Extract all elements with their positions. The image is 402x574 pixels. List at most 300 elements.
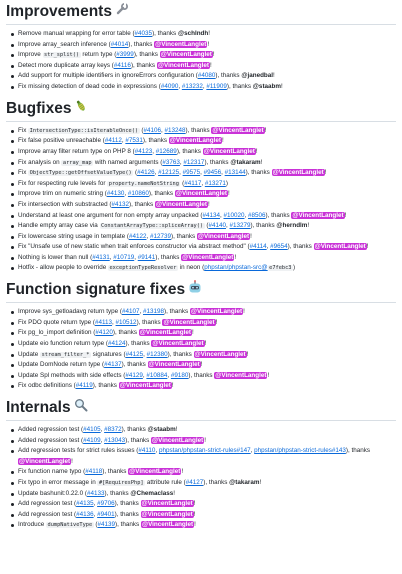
list-item <box>18 381 396 392</box>
user-mention-highlighted[interactable]: @VincentLanglet <box>141 521 194 529</box>
item-text: , <box>93 500 98 508</box>
item-text: , <box>179 169 183 177</box>
issue-link[interactable]: #10860 <box>127 190 149 198</box>
section-bugfixes <box>6 99 396 274</box>
item-text: ( <box>180 179 185 187</box>
item-text: Fix "Unsafe use of new static when trait enforces constructor via abstract method" ( <box>18 243 250 251</box>
list-item <box>18 307 396 318</box>
item-text: ! <box>194 521 196 529</box>
item-text: , <box>225 222 230 230</box>
list-item <box>18 200 396 211</box>
item-text: Improve array filter return type on PHP 8 ( <box>18 147 135 155</box>
item-text: ), thanks <box>128 200 155 208</box>
list-item <box>18 520 396 531</box>
user-mention[interactable]: @takaram <box>229 478 260 486</box>
item-text: ), thanks <box>215 72 242 80</box>
issue-link[interactable]: #10020 <box>223 211 245 219</box>
list-item <box>18 179 396 190</box>
item-text: Added regression test ( <box>18 426 84 433</box>
list-item <box>18 242 396 253</box>
item-text: ! <box>259 478 262 486</box>
list-item <box>18 436 396 447</box>
issue-link[interactable]: #4139 <box>97 521 116 529</box>
issue-link[interactable]: #4140 <box>208 222 226 230</box>
item-text: Fix function name typo ( <box>18 468 86 476</box>
item-text: Fix missing detection of dead code in expressions ( <box>18 83 161 91</box>
issue-link[interactable]: #4106 <box>143 126 161 134</box>
item-text: , <box>154 169 159 177</box>
item-text: return type ( <box>80 51 117 59</box>
item-text: , <box>152 147 156 155</box>
item-text: ! <box>273 72 275 80</box>
bug-icon <box>74 99 88 119</box>
inline-code: ConstantArrayType::spliceArray() <box>101 223 204 230</box>
item-text: , <box>179 158 184 166</box>
inline-code: property.nameNotString <box>108 180 179 187</box>
item-text: , <box>93 510 98 518</box>
issue-link[interactable]: #4119 <box>75 382 93 390</box>
user-mention-highlighted[interactable]: @VincentLanglet <box>148 361 200 369</box>
item-text: ! <box>324 169 327 177</box>
list-item <box>18 40 396 51</box>
list-item <box>18 71 396 82</box>
item-text: ! <box>171 382 174 390</box>
item-text: ), thanks <box>114 510 141 518</box>
item-text: , <box>200 169 204 177</box>
issue-link[interactable]: #12317 <box>183 158 205 166</box>
item-text: Update bashunit:0.22.0 ( <box>18 489 87 497</box>
issue-link[interactable]: #4090 <box>160 83 179 91</box>
user-mention[interactable]: @takaram <box>230 158 261 166</box>
item-text: , <box>221 169 225 177</box>
list-item <box>18 478 396 489</box>
user-mention-highlighted[interactable]: @VincentLanglet <box>152 339 204 347</box>
item-text: ), thanks <box>130 61 157 69</box>
item-text: , <box>219 211 224 219</box>
issue-link[interactable]: #13144 <box>224 169 246 177</box>
issue-link[interactable]: #4127 <box>185 478 204 486</box>
item-text: Detect more duplicate array keys ( <box>18 61 114 69</box>
issue-link[interactable]: #13248 <box>164 126 186 134</box>
inline-code: ObjectType::getOffsetValueType() <box>29 170 132 177</box>
heading-text: Bugfixes <box>6 99 72 117</box>
list-internals <box>6 425 396 531</box>
user-mention-highlighted[interactable]: @VincentLanglet <box>272 169 324 177</box>
item-text: ), thanks <box>121 426 148 433</box>
item-text: ! <box>234 253 237 261</box>
item-text: ), thanks <box>115 521 141 529</box>
list-item <box>18 232 396 243</box>
list-item <box>18 371 396 382</box>
item-text: ! <box>193 510 196 518</box>
user-mention-highlighted[interactable]: @VincentLanglet <box>155 200 208 208</box>
issue-link[interactable]: #4112 <box>104 137 122 145</box>
item-text: ! <box>215 318 218 326</box>
list-improvements <box>6 29 396 93</box>
item-text: ! <box>207 40 210 48</box>
release-notes <box>0 2 402 574</box>
inline-code: e7febc3 <box>269 265 292 272</box>
user-mention[interactable]: @staabm <box>147 426 176 433</box>
user-mention-highlighted[interactable]: @VincentLanglet <box>190 308 243 316</box>
user-mention-highlighted[interactable]: @VincentLanglet <box>314 243 366 251</box>
list-item <box>18 211 396 222</box>
item-text: ! <box>191 329 194 337</box>
list-item <box>18 339 396 350</box>
issue-link[interactable]: #4134 <box>202 211 220 219</box>
magnifier-icon <box>74 398 88 418</box>
item-text: ), thanks <box>102 468 129 476</box>
item-text: in neon ( <box>177 264 205 272</box>
issue-link[interactable]: #13279 <box>229 222 251 230</box>
heading-function-signature-fixes <box>6 280 396 303</box>
item-text: ! <box>200 361 203 369</box>
list-item <box>18 147 396 158</box>
item-text: ! <box>212 51 215 59</box>
list-item <box>18 82 396 93</box>
issue-link[interactable]: #12689 <box>155 147 177 155</box>
item-text: Update eio function return type ( <box>18 339 108 347</box>
robot-icon <box>188 280 202 300</box>
issue-link[interactable]: #3999 <box>116 51 134 59</box>
item-text: ! <box>181 468 184 476</box>
list-item <box>18 499 396 510</box>
item-text: ( <box>93 521 98 529</box>
item-text: ( <box>204 222 209 230</box>
issue-link[interactable]: #3763 <box>162 158 180 166</box>
item-text: Add support for multiple identifiers in ignoreErrors configuration ( <box>18 72 198 80</box>
user-mention-highlighted[interactable]: @VincentLanglet <box>182 253 234 261</box>
issue-link[interactable]: #9141 <box>137 253 156 261</box>
list-item <box>18 29 396 40</box>
issue-link[interactable]: #10719 <box>113 253 135 261</box>
heading-text: Function signature fixes <box>6 281 186 299</box>
issue-link[interactable]: #7531 <box>125 137 143 145</box>
item-text: , <box>100 436 105 444</box>
item-text: , <box>142 371 147 379</box>
issue-link[interactable]: #4125 <box>125 350 144 358</box>
list-item <box>18 168 396 179</box>
item-text: ! <box>228 190 230 198</box>
item-text: ), thanks <box>133 51 160 59</box>
item-text: , <box>202 83 207 91</box>
user-mention-highlighted[interactable]: @VincentLanglet <box>19 457 71 465</box>
item-text: ), thanks <box>170 232 197 240</box>
section-improvements <box>6 2 396 93</box>
item-text: Fix analysis on <box>18 158 62 166</box>
item-text: Fix false positive unreachable ( <box>18 137 105 145</box>
list-item <box>18 50 396 61</box>
list-item <box>18 253 396 264</box>
item-text: Fix odbc definitions ( <box>18 382 76 390</box>
item-text: ! <box>221 137 224 145</box>
item-text: ! <box>250 232 252 240</box>
heading-internals <box>6 398 396 421</box>
issue-link[interactable]: #13232 <box>181 83 203 91</box>
item-text: ! <box>267 371 270 379</box>
item-text: Fix PDO quote return type ( <box>18 318 95 326</box>
user-mention-highlighted[interactable]: @VincentLanglet <box>141 500 193 508</box>
user-mention[interactable]: @schlndh <box>177 30 209 38</box>
inline-code: str_split() <box>44 52 80 59</box>
user-mention-highlighted[interactable]: @VincentLanglet <box>139 329 191 337</box>
item-text: Introduce <box>18 521 47 529</box>
list-item <box>18 126 396 137</box>
list-item <box>18 510 396 521</box>
item-text: ), thanks <box>152 30 178 38</box>
inline-code: IntersectionType::isIterableOnce() <box>29 127 139 134</box>
issue-link[interactable]: #4120 <box>95 329 113 337</box>
issue-link[interactable]: #10884 <box>146 371 168 379</box>
list-bugfixes <box>6 126 396 274</box>
list-item <box>18 158 396 169</box>
item-text: ! <box>281 83 283 91</box>
inline-code: dumpNativeType <box>47 522 93 529</box>
issue-link[interactable]: #13043 <box>104 436 126 444</box>
section-function-signature-fixes <box>6 280 396 392</box>
list-function-signature-fixes <box>6 307 396 392</box>
issue-link[interactable]: #9575 <box>182 169 201 177</box>
list-item <box>18 467 396 478</box>
item-text: Fix typo in error message in <box>18 478 98 486</box>
inline-code: exceptionTypeResolver <box>109 265 177 272</box>
issue-link[interactable]: #9456 <box>203 169 222 177</box>
list-item <box>18 489 396 500</box>
issue-link[interactable]: #10512 <box>115 318 137 326</box>
item-text: Fix pg_lo_import definition ( <box>18 329 96 337</box>
user-mention[interactable]: @Chemaclass <box>130 489 174 497</box>
user-mention-highlighted[interactable]: @VincentLanglet <box>169 137 221 145</box>
inline-code: #[RequiresPhp] <box>98 479 144 486</box>
issue-link[interactable]: #4117 <box>184 179 202 187</box>
item-text: ), thanks <box>112 329 139 337</box>
issue-link[interactable]: #8506 <box>248 211 266 219</box>
issue-link[interactable]: #4122 <box>128 232 147 240</box>
issue-link[interactable]: #4130 <box>106 190 125 198</box>
issue-link[interactable]: #13271 <box>204 179 226 187</box>
item-text: ), thanks <box>121 361 148 369</box>
user-mention-highlighted[interactable]: @VincentLanglet <box>163 318 215 326</box>
list-item <box>18 446 396 467</box>
section-internals <box>6 398 396 531</box>
item-text: ) <box>225 179 228 187</box>
user-mention-highlighted[interactable]: @VincentLanglet <box>215 371 267 379</box>
issue-link[interactable]: #4126 <box>137 169 155 177</box>
user-mention-highlighted[interactable]: @VincentLanglet <box>157 61 210 69</box>
item-text: , <box>167 371 171 379</box>
item-text: ), thanks <box>226 83 253 91</box>
item-text: ), thanks <box>125 436 152 444</box>
user-mention-highlighted[interactable]: @VincentLanglet <box>152 436 204 444</box>
issue-link[interactable]: #4114 <box>249 243 267 251</box>
issue-link[interactable]: #12380 <box>146 350 168 358</box>
item-text: Improve array_search inference ( <box>18 40 111 48</box>
issue-link[interactable]: #9180 <box>170 371 189 379</box>
issue-link[interactable]: #9401 <box>97 510 115 518</box>
item-text: ! <box>255 147 258 155</box>
item-text: ( <box>133 169 138 177</box>
user-mention-highlighted[interactable]: @VincentLanglet <box>197 232 250 240</box>
item-text: Improve <box>18 51 43 59</box>
item-text: ! <box>210 61 212 69</box>
issue-link[interactable]: #4137 <box>104 361 122 369</box>
item-text: ), thanks <box>142 137 169 145</box>
item-text: ( <box>139 126 144 134</box>
user-mention-highlighted[interactable]: @VincentLanglet <box>194 350 246 358</box>
list-item <box>18 263 396 274</box>
issue-link[interactable]: #4132 <box>111 200 129 208</box>
user-mention-highlighted[interactable]: @VincentLanglet <box>155 40 207 48</box>
item-text: ), thanks <box>265 211 292 219</box>
user-mention-highlighted[interactable]: @VincentLanglet <box>119 382 171 390</box>
issue-link[interactable]: #4014 <box>110 40 129 48</box>
item-text: ! <box>204 436 206 444</box>
issue-link[interactable]: #12739 <box>149 232 171 240</box>
user-mention-highlighted[interactable]: @VincentLanglet <box>203 147 255 155</box>
issue-link[interactable]: #4109 <box>83 436 101 444</box>
item-text: ! <box>175 426 178 433</box>
item-text: ! <box>246 350 249 358</box>
issue-link[interactable]: #4110 <box>138 447 156 455</box>
issue-link[interactable]: #9706 <box>97 500 115 508</box>
list-item <box>18 318 396 329</box>
item-text: ) <box>292 264 296 272</box>
issue-link[interactable]: #4124 <box>107 339 126 347</box>
issue-link[interactable]: #4123 <box>134 147 153 155</box>
user-mention[interactable]: @herndlm <box>276 222 308 230</box>
item-text: ), thanks <box>250 222 277 230</box>
issue-link[interactable]: #4113 <box>95 318 113 326</box>
item-text: ! <box>264 126 267 134</box>
issue-link[interactable]: #12125 <box>158 169 180 177</box>
item-text: ! <box>173 489 176 497</box>
user-mention-highlighted[interactable]: @VincentLanglet <box>160 51 212 59</box>
item-text: , <box>178 83 182 91</box>
issue-link[interactable]: phpstan/phpstan-strict-rules#143 <box>254 447 346 455</box>
item-text: Added regression test ( <box>18 436 84 444</box>
item-text: ! <box>243 308 245 316</box>
list-item <box>18 136 396 147</box>
issue-link[interactable]: #4105 <box>83 426 101 433</box>
issue-link[interactable]: phpstan/phpstan-strict-rules#147 <box>158 447 251 455</box>
user-mention[interactable]: @janedbal <box>241 72 274 80</box>
issue-link[interactable]: #4133 <box>86 489 105 497</box>
item-text: Fix <box>18 169 29 177</box>
item-text: , <box>100 426 105 433</box>
user-mention-highlighted[interactable]: @VincentLanglet <box>129 468 181 476</box>
item-text: ), thanks <box>204 158 231 166</box>
issue-link[interactable]: #4135 <box>76 500 94 508</box>
item-text: Update DomNode return type ( <box>18 361 105 369</box>
item-text: , <box>143 350 147 358</box>
item-text: Nothing is lower than null ( <box>18 253 93 261</box>
item-text: Remove manual wrapping for error table ( <box>18 30 135 38</box>
heading-text: Internals <box>6 399 71 416</box>
item-text: Add regression test ( <box>18 510 77 518</box>
issue-link[interactable]: phpstan/phpstan-src@ <box>204 264 268 272</box>
item-text: attribute rule ( <box>145 478 186 486</box>
item-text: Update <box>18 350 41 358</box>
item-text: ), thanks <box>167 350 194 358</box>
issue-link[interactable]: #4129 <box>125 371 143 379</box>
item-text: ), thanks <box>136 318 163 326</box>
list-item <box>18 360 396 371</box>
user-mention-highlighted[interactable]: @VincentLanglet <box>212 126 264 134</box>
item-text: ), thanks <box>176 147 203 155</box>
item-text: Fix for respecting rule levels for <box>18 179 108 187</box>
user-mention-highlighted[interactable]: @VincentLanglet <box>175 190 227 198</box>
issue-link[interactable]: #4035 <box>134 30 153 38</box>
item-text: ), thanks <box>185 126 212 134</box>
item-text: Add regression test ( <box>18 500 77 508</box>
issue-link[interactable]: #13198 <box>142 308 164 316</box>
item-text: ! <box>307 222 310 230</box>
item-text: Improve sys_getloadavg return type ( <box>18 308 122 316</box>
item-text: Add regression tests for strict rules issues ( <box>18 447 139 455</box>
item-text: , <box>134 253 138 261</box>
item-text: , <box>266 243 271 251</box>
item-text: ! <box>208 200 210 208</box>
item-text: ! <box>366 243 369 251</box>
issue-link[interactable]: #11909 <box>206 83 227 91</box>
item-text: ! <box>344 211 347 219</box>
item-text: ! <box>260 158 263 166</box>
list-item <box>18 61 396 72</box>
item-text: ), thanks <box>114 500 141 508</box>
issue-link[interactable]: #4116 <box>113 61 131 69</box>
item-text: Fix lowercase string usage in template ( <box>18 232 129 240</box>
item-text: ), thanks <box>345 447 371 455</box>
item-text: , <box>155 447 159 455</box>
item-text: Fix <box>18 126 29 134</box>
item-text: Improve trim on numeric string ( <box>18 190 107 198</box>
list-item <box>18 221 396 232</box>
heading-bugfixes <box>6 99 396 122</box>
item-text: with named arguments ( <box>93 158 163 166</box>
item-text: ), thanks <box>203 478 230 486</box>
issue-link[interactable]: #4136 <box>76 510 94 518</box>
user-mention-highlighted[interactable]: @VincentLanglet <box>141 510 193 518</box>
issue-link[interactable]: #8372 <box>104 426 122 433</box>
issue-link[interactable]: #4107 <box>121 308 140 316</box>
issue-link[interactable]: #4080 <box>197 72 216 80</box>
item-text: ), thanks <box>245 169 272 177</box>
item-text: Fix intersection with substracted ( <box>18 200 112 208</box>
issue-link[interactable]: #9654 <box>270 243 288 251</box>
list-item <box>18 425 396 436</box>
heading-text: Improvements <box>6 3 112 21</box>
item-text: , <box>139 308 143 316</box>
item-text: ! <box>193 500 196 508</box>
issue-link[interactable]: #4118 <box>85 468 103 476</box>
item-text: ), thanks <box>155 253 182 261</box>
list-item <box>18 328 396 339</box>
user-mention[interactable]: @staabm <box>252 83 281 91</box>
item-text: Hotfix - allow people to override <box>18 264 108 272</box>
item-text: , <box>250 447 255 455</box>
heading-improvements <box>6 2 396 25</box>
item-text: Handle empty array case via <box>18 222 100 230</box>
item-text: ! <box>208 30 210 38</box>
user-mention-highlighted[interactable]: @VincentLanglet <box>292 211 344 219</box>
item-text: ), thanks <box>128 40 155 48</box>
issue-link[interactable]: #4131 <box>92 253 110 261</box>
inline-code: stream_filter_* <box>41 351 90 358</box>
item-text: ), thanks <box>148 190 175 198</box>
item-text: ), thanks <box>92 382 119 390</box>
item-text: , <box>146 232 150 240</box>
wrench-icon <box>115 2 129 22</box>
